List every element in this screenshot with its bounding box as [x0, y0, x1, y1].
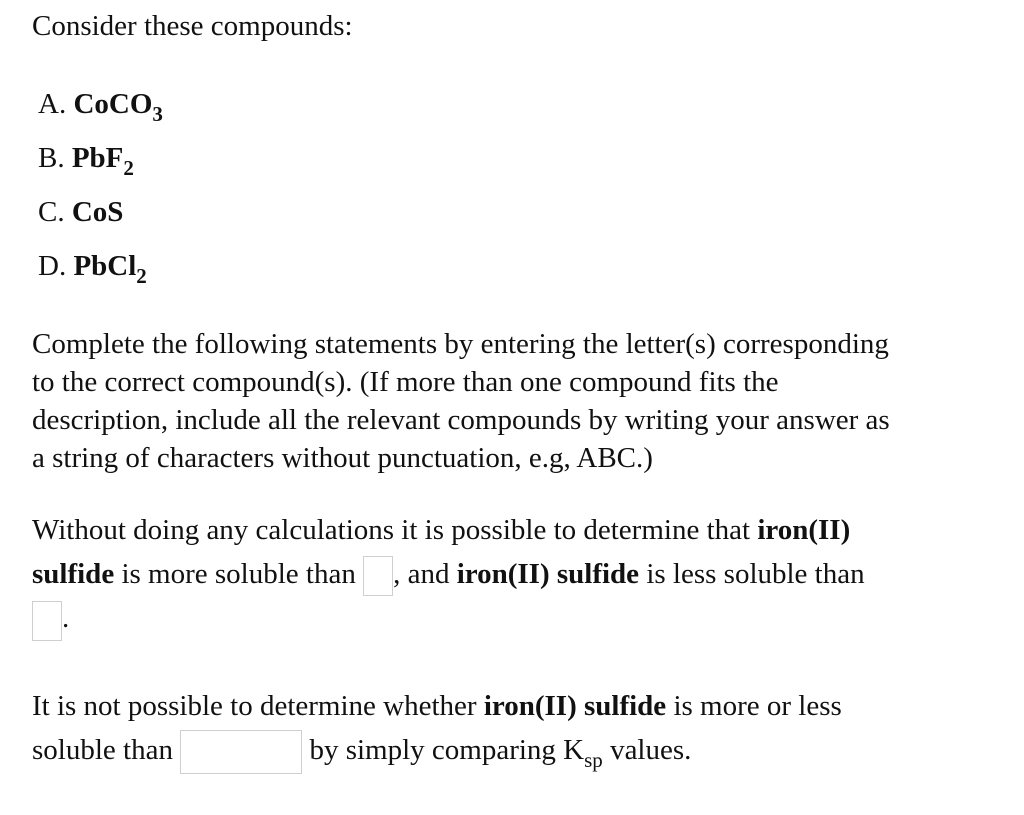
option-formula-subscript: 2 [123, 156, 134, 180]
option-formula: PbCl [73, 250, 137, 282]
compound-option-d [38, 246, 163, 300]
option-letter: B. [38, 142, 65, 174]
instructions-paragraph [32, 325, 1022, 477]
instructions-line: to the correct compound(s). (If more than one compound fits the [32, 366, 779, 398]
statement-text: is more or less [666, 690, 842, 722]
statement-bold-text: iron(II) sulfide [456, 558, 640, 590]
statement-two [32, 684, 842, 774]
answer-input-undetermined[interactable] [180, 730, 302, 774]
statement-text: is less soluble than [639, 558, 865, 590]
option-formula-subscript: 3 [152, 102, 163, 126]
instructions-line: Complete the following statements by entering the letter(s) corresponding [32, 328, 889, 360]
option-letter: D. [38, 250, 67, 282]
statement-text: . [62, 602, 70, 635]
statement-text: by simply comparing K [302, 734, 585, 766]
statement-bold-text: sulfide [32, 558, 115, 590]
statement-text: Without doing any calculations it is possible to determine that [32, 514, 758, 546]
compound-option-a [38, 84, 163, 138]
option-formula-subscript: 2 [136, 264, 147, 288]
statement-text: is more soluble than [114, 558, 364, 590]
answer-input-less-soluble[interactable] [32, 601, 62, 641]
option-formula: CoS [71, 196, 124, 228]
statement-bold-text: iron(II) sulfide [483, 690, 667, 722]
option-letter: C. [38, 196, 65, 228]
statement-one [32, 508, 865, 641]
compound-options-list [38, 84, 163, 300]
statement-text: , and [393, 558, 457, 590]
option-letter: A. [38, 88, 67, 120]
statement-text: soluble than [32, 734, 181, 766]
statement-text: It is not possible to determine whether [32, 690, 484, 722]
ksp-subscript: sp [584, 748, 603, 772]
question-intro: Consider these compounds: [32, 10, 353, 42]
statement-text: values. [602, 734, 692, 766]
statement-bold-text: iron(II) [757, 514, 851, 546]
option-formula: CoCO [73, 88, 153, 120]
instructions-line: description, include all the relevant compounds by writing your answer as [32, 404, 890, 436]
answer-input-more-soluble[interactable] [363, 556, 393, 596]
instructions-line: a string of characters without punctuation, e.g, ABC.) [32, 442, 653, 474]
compound-option-c [38, 192, 163, 246]
option-formula: PbF [71, 142, 124, 174]
compound-option-b [38, 138, 163, 192]
